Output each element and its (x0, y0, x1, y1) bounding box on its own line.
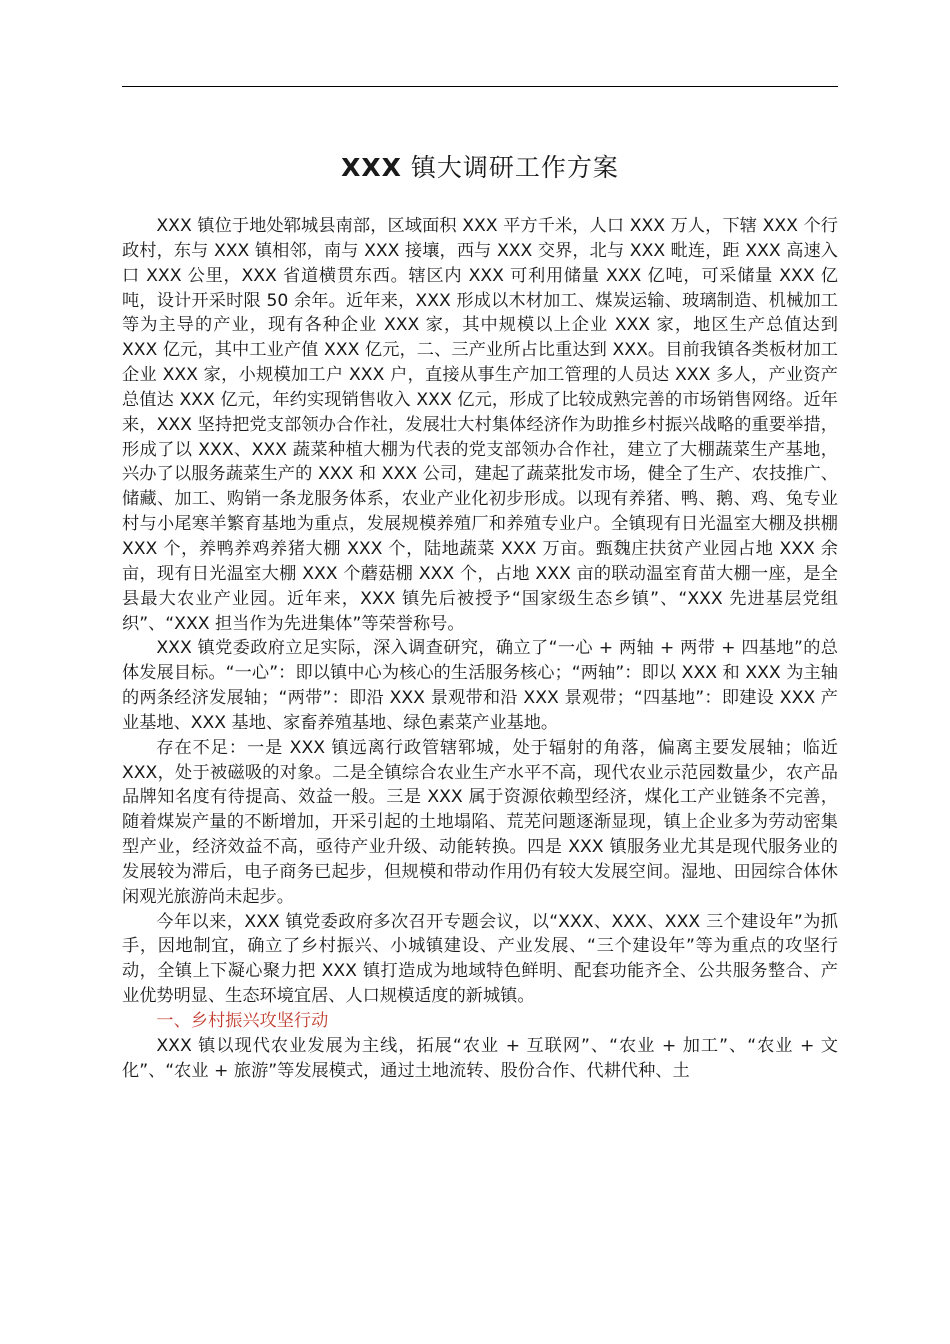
paragraph-rural-revitalization: XXX 镇以现代农业发展为主线，拓展“农业 + 互联网”、“农业 + 加工”、“农业 + 文化”、“农业 + 旅游”等发展模式，通过土地流转、股份合作、代耕代种、土 (122, 1035, 838, 1081)
paragraph-development-goals: XXX 镇党委政府立足实际，深入调查研究，确立了“一心 + 两轴 + 两带 + 四基地”的总体发展目标。“一心”：即以镇中心为核心的生活服务核心；“两轴”：即以 XXX 和 XXX 为主轴的两条经济发展轴；“两带”：即沿 XXX 景观带和沿 XXX 景观带；“四基地”：即建设 XXX 产业基地、XXX 基地、家畜养殖基地、绿色素菜产业基地。 (122, 638, 838, 733)
document-title (122, 150, 838, 186)
title-bold-prefix: XXX (341, 153, 402, 182)
document-body (122, 214, 838, 1084)
paragraph-this-year: 今年以来，XXX 镇党委政府多次召开专题会议，以“XXX、XXX、XXX 三个建设年”为抓手，因地制宜，确立了乡村振兴、小城镇建设、产业发展、“三个建设年”等为重点的攻坚行动，全镇上下凝心聚力把 XXX 镇打造成为地域特色鲜明、配套功能齐全、公共服务整合、产业优势明显、生态环境宜居、人口规模适度的新城镇。 (122, 911, 838, 1007)
paragraph-shortcomings: 存在不足：一是 XXX 镇远离行政管辖郓城，处于辐射的角落，偏离主要发展轴；临近 XXX，处于被磁吸的对象。二是全镇综合农业生产水平不高，现代农业示范园数量少，农产品品牌知名度有待提高、效益一般。三是 XXX 属于资源依赖型经济，煤化工产业链条不完善，随着煤炭产量的不断增加，开采引起的土地塌陷、荒芜问题逐渐显现，镇上企业多为劳动密集型产业，经济效益不高，亟待产业升级、动能转换。四是 XXX 镇服务业尤其是现代服务业的发展较为滞后，电子商务已起步，但规模和带动作用仍有较大发展空间。湿地、田园综合体休闲观光旅游尚未起步。 (122, 737, 838, 907)
section-heading: 一、乡村振兴攻坚行动 (156, 1011, 329, 1031)
title-text: 镇大调研工作方案 (410, 153, 619, 182)
paragraph-overview: XXX 镇位于地处郓城县南部，区域面积 XXX 平方千米，人口 XXX 万人，下辖 XXX 个行政村，东与 XXX 镇相邻，南与 XXX 接壤，西与 XXX 交界，北与 XXX 毗连，距 XXX 高速入口 XXX 公里，XXX 省道横贯东西。辖区内 XXX 可利用储量 XXX 亿吨，可采储量 XXX 亿吨，设计开采时限 50 余年。近年来，XXX 形成以木材加工、煤炭运输、玻璃制造、机械加工等为主导的产业，现有各种企业 XXX 家，其中规模以上企业 XXX 家，地区生产总值达到 XXX 亿元，其中工业产值 XXX 亿元，二、三产业所占比重达到 XXX。目前我镇各类板材加工企业 XXX 家，小规模加工户 XXX 户，直接从事生产加工管理的人员达 XXX 多人，产业资产总值达 XXX 亿元，年约实现销售收入 XXX 亿元，形成了比较成熟完善的市场销售网络。近年来，XXX 坚持把党支部领办合作社，发展壮大村集体经济作为助推乡村振兴战略的重要举措，形成了以 XXX、XXX 蔬菜种植大棚为代表的党支部领办合作社，建立了大棚蔬菜生产基地，兴办了以服务蔬菜生产的 XXX 和 XXX 公司，建起了蔬菜批发市场，健全了生产、农技推广、储藏、加工、购销一条龙服务体系，农业产业化初步形成。以现有养猪、鸭、鹅、鸡、兔专业村与小尾寒羊繁育基地为重点，发展规模养殖厂和养殖专业户。全镇现有日光温室大棚及拱棚 XXX 个，养鸭养鸡养猪大棚 XXX 个，陆地蔬菜 XXX 万亩。甄魏庄扶贫产业园占地 XXX 余亩，现有日光温室大棚 XXX 个蘑菇棚 XXX 个，占地 XXX 亩的联动温室育苗大棚一座，是全县最大农业产业园。近年来，XXX 镇先后被授予“国家级生态乡镇”、“XXX 先进基层党组织”、“XXX 担当作为先进集体”等荣誉称号。 (122, 216, 838, 634)
header-rule (122, 86, 838, 87)
